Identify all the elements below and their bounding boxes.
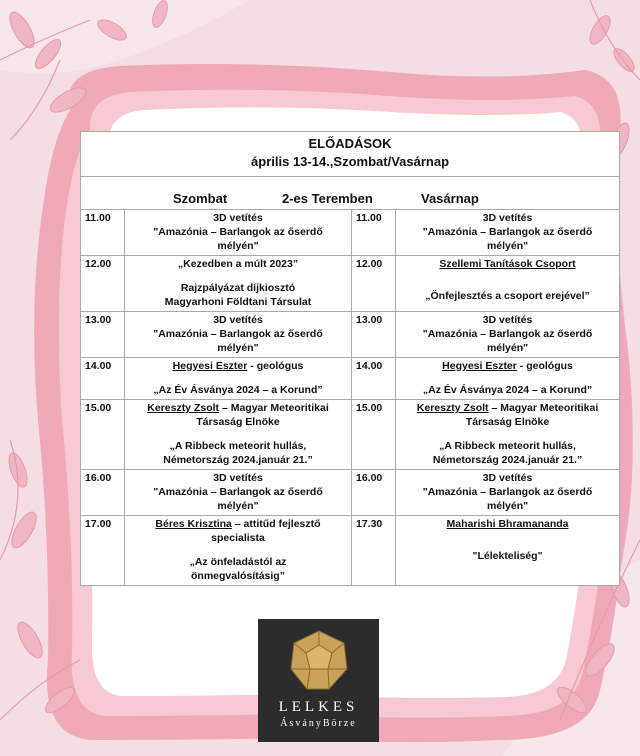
saturday-event: 3D vetítés "Amazónia – Barlangok az őserdő mélyén" <box>125 470 352 516</box>
schedule-heading <box>81 132 620 177</box>
dodecahedron-gem-icon <box>289 629 349 691</box>
table-row <box>81 312 620 358</box>
saturday-event: Hegyesi Eszter - geológus „Az Év Ásványa 2024 – a Korund” <box>125 358 352 400</box>
sunday-time: 14.00 <box>352 358 396 400</box>
sunday-event: Kereszty Zsolt – Magyar Meteoritikai Társaság Elnöke „A Ribbeck meteorit hullás, Németország 2024.január 21.” <box>396 400 620 470</box>
saturday-time: 16.00 <box>81 470 125 516</box>
presenter-name: Maharishi Bhramananda <box>446 518 569 530</box>
sunday-time: 17.30 <box>352 516 396 586</box>
sunday-event: 3D vetítés "Amazónia – Barlangok az őserdő mélyén" <box>396 210 620 256</box>
sunday-event: 3D vetítés "Amazónia – Barlangok az őserdő mélyén" <box>396 470 620 516</box>
saturday-time: 15.00 <box>81 400 125 470</box>
sunday-event: Szellemi Tanítások Csoport „Önfejlesztés a csoport erejével” <box>396 256 620 312</box>
sunday-time: 12.00 <box>352 256 396 312</box>
presenter-name: Kereszty Zsolt <box>416 402 489 414</box>
day-header-row <box>81 177 620 210</box>
saturday-event: „Kezedben a múlt 2023” Rajzpályázat díjkiosztó Magyarhoni Földtani Társulat <box>125 256 352 312</box>
presenter-name: Hegyesi Eszter <box>172 360 248 372</box>
sunday-event: Maharishi Bhramananda "Lélekteliség" <box>396 516 620 586</box>
sunday-time: 13.00 <box>352 312 396 358</box>
sunday-time: 16.00 <box>352 470 396 516</box>
sunday-time: 11.00 <box>352 210 396 256</box>
room-heading: 2-es Teremben <box>282 191 373 206</box>
saturday-time: 12.00 <box>81 256 125 312</box>
schedule-dates: április 13-14.,Szombat/Vasárnap <box>251 154 450 169</box>
saturday-heading: Szombat <box>173 191 228 206</box>
saturday-event: Béres Krisztina – attitűd fejlesztő specialista „Az önfeladástól az önmegvalósításig” <box>125 516 352 586</box>
presenter-name: Kereszty Zsolt <box>147 402 220 414</box>
saturday-event: Kereszty Zsolt – Magyar Meteoritikai Társaság Elnöke „A Ribbeck meteorit hullás, Németország 2024.január 21.” <box>125 400 352 470</box>
presenter-name: Hegyesi Eszter <box>442 360 517 372</box>
table-row <box>81 358 620 400</box>
logo-name: LELKES <box>278 699 359 715</box>
presenter-name: Béres Krisztina <box>155 518 232 530</box>
saturday-time: 17.00 <box>81 516 125 586</box>
table-row <box>81 210 620 256</box>
schedule-title: ELŐADÁSOK <box>308 136 392 151</box>
presenter-name: Szellemi Tanítások Csoport <box>439 258 576 270</box>
sunday-event: 3D vetítés "Amazónia – Barlangok az őserdő mélyén" <box>396 312 620 358</box>
saturday-time: 13.00 <box>81 312 125 358</box>
saturday-event: 3D vetítés "Amazónia – Barlangok az őserdő mélyén" <box>125 210 352 256</box>
saturday-event: 3D vetítés "Amazónia – Barlangok az őserdő mélyén" <box>125 312 352 358</box>
saturday-time: 11.00 <box>81 210 125 256</box>
sunday-heading: Vasárnap <box>421 191 479 206</box>
table-row <box>81 470 620 516</box>
table-row <box>81 256 620 312</box>
schedule-table <box>80 131 620 586</box>
saturday-time: 14.00 <box>81 358 125 400</box>
logo-subtitle: ÁsványBörze <box>280 718 357 729</box>
table-row <box>81 516 620 586</box>
sunday-time: 15.00 <box>352 400 396 470</box>
lelkes-logo <box>258 619 379 742</box>
sunday-event: Hegyesi Eszter - geológus „Az Év Ásványa 2024 – a Korund” <box>396 358 620 400</box>
table-row <box>81 400 620 470</box>
